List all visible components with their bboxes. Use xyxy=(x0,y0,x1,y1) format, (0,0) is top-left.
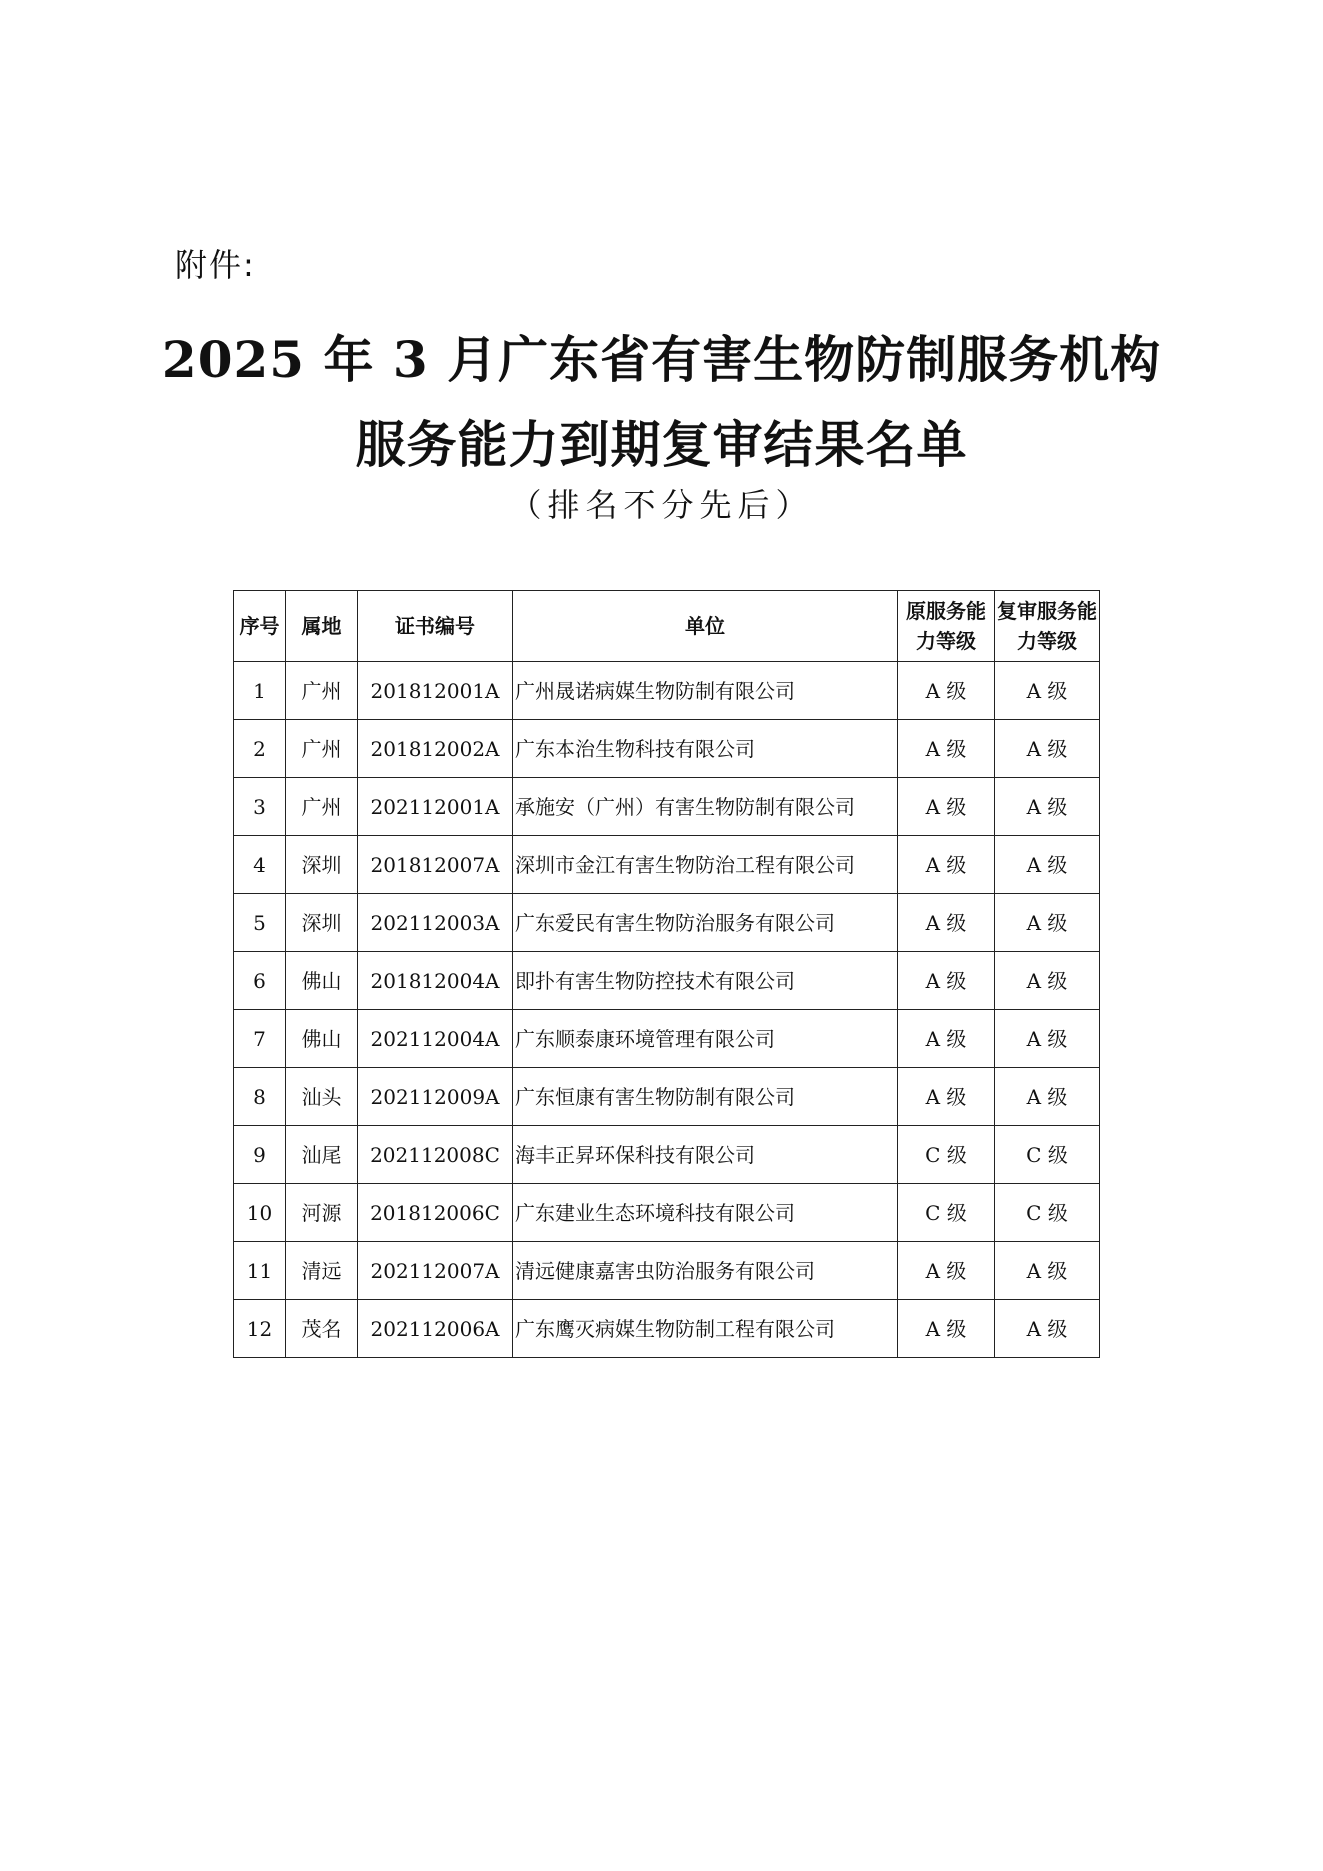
cell-seq: 11 xyxy=(234,1242,286,1300)
header-location: 属地 xyxy=(286,591,358,662)
table-row xyxy=(234,1126,1100,1184)
cell-certificate: 202112001A xyxy=(358,778,513,836)
page-title-line1: 2025 年 3 月广东省有害生物防制服务机构 xyxy=(161,330,1162,389)
cell-review-grade: A 级 xyxy=(995,952,1100,1010)
cell-unit: 广东鹰灭病媒生物防制工程有限公司 xyxy=(513,1300,898,1358)
results-table xyxy=(233,590,1100,1358)
cell-original-grade: A 级 xyxy=(898,1300,995,1358)
table-row xyxy=(234,952,1100,1010)
cell-original-grade: A 级 xyxy=(898,952,995,1010)
table-row xyxy=(234,662,1100,720)
cell-original-grade: A 级 xyxy=(898,662,995,720)
cell-location: 佛山 xyxy=(286,952,358,1010)
cell-unit: 广东本治生物科技有限公司 xyxy=(513,720,898,778)
cell-review-grade: A 级 xyxy=(995,836,1100,894)
cell-unit: 广州晟诺病媒生物防制有限公司 xyxy=(513,662,898,720)
table-row xyxy=(234,1010,1100,1068)
table-row xyxy=(234,836,1100,894)
cell-certificate: 201812001A xyxy=(358,662,513,720)
cell-location: 佛山 xyxy=(286,1010,358,1068)
header-original-grade xyxy=(898,591,995,662)
cell-seq: 9 xyxy=(234,1126,286,1184)
header-original-grade-label: 原服务能力等级 xyxy=(906,599,986,653)
header-review-grade xyxy=(995,591,1100,662)
cell-certificate: 201812007A xyxy=(358,836,513,894)
cell-location: 广州 xyxy=(286,778,358,836)
cell-seq: 12 xyxy=(234,1300,286,1358)
cell-location: 汕头 xyxy=(286,1068,358,1126)
cell-original-grade: A 级 xyxy=(898,894,995,952)
table-header-row xyxy=(234,591,1100,662)
cell-seq: 3 xyxy=(234,778,286,836)
cell-location: 清远 xyxy=(286,1242,358,1300)
cell-original-grade: A 级 xyxy=(898,778,995,836)
cell-certificate: 201812002A xyxy=(358,720,513,778)
cell-review-grade: A 级 xyxy=(995,1068,1100,1126)
cell-original-grade: C 级 xyxy=(898,1126,995,1184)
header-seq: 序号 xyxy=(234,591,286,662)
cell-certificate: 202112006A xyxy=(358,1300,513,1358)
cell-unit: 广东恒康有害生物防制有限公司 xyxy=(513,1068,898,1126)
cell-seq: 1 xyxy=(234,662,286,720)
header-unit: 单位 xyxy=(513,591,898,662)
cell-seq: 10 xyxy=(234,1184,286,1242)
table-row xyxy=(234,1184,1100,1242)
cell-certificate: 202112003A xyxy=(358,894,513,952)
header-certificate: 证书编号 xyxy=(358,591,513,662)
cell-seq: 4 xyxy=(234,836,286,894)
cell-seq: 6 xyxy=(234,952,286,1010)
cell-location: 深圳 xyxy=(286,894,358,952)
page-subtitle: （排名不分先后） xyxy=(509,486,814,524)
cell-certificate: 202112008C xyxy=(358,1126,513,1184)
cell-seq: 7 xyxy=(234,1010,286,1068)
cell-unit: 海丰正昇环保科技有限公司 xyxy=(513,1126,898,1184)
cell-location: 汕尾 xyxy=(286,1126,358,1184)
cell-location: 河源 xyxy=(286,1184,358,1242)
cell-original-grade: C 级 xyxy=(898,1184,995,1242)
table-row xyxy=(234,720,1100,778)
cell-unit: 广东建业生态环境科技有限公司 xyxy=(513,1184,898,1242)
cell-original-grade: A 级 xyxy=(898,720,995,778)
cell-review-grade: A 级 xyxy=(995,1010,1100,1068)
table-row xyxy=(234,1068,1100,1126)
cell-certificate: 202112009A xyxy=(358,1068,513,1126)
cell-location: 广州 xyxy=(286,720,358,778)
cell-review-grade: A 级 xyxy=(995,720,1100,778)
cell-seq: 8 xyxy=(234,1068,286,1126)
cell-review-grade: A 级 xyxy=(995,1300,1100,1358)
cell-review-grade: A 级 xyxy=(995,778,1100,836)
cell-original-grade: A 级 xyxy=(898,1242,995,1300)
cell-certificate: 201812006C xyxy=(358,1184,513,1242)
attachment-label: 附件: xyxy=(175,246,256,284)
cell-original-grade: A 级 xyxy=(898,836,995,894)
cell-certificate: 202112004A xyxy=(358,1010,513,1068)
table-row xyxy=(234,894,1100,952)
cell-location: 茂名 xyxy=(286,1300,358,1358)
cell-review-grade: A 级 xyxy=(995,894,1100,952)
cell-location: 广州 xyxy=(286,662,358,720)
table-row xyxy=(234,1300,1100,1358)
table-row xyxy=(234,778,1100,836)
cell-unit: 深圳市金江有害生物防治工程有限公司 xyxy=(513,836,898,894)
cell-certificate: 201812004A xyxy=(358,952,513,1010)
cell-original-grade: A 级 xyxy=(898,1010,995,1068)
cell-location: 深圳 xyxy=(286,836,358,894)
cell-seq: 2 xyxy=(234,720,286,778)
cell-seq: 5 xyxy=(234,894,286,952)
cell-review-grade: C 级 xyxy=(995,1184,1100,1242)
cell-review-grade: C 级 xyxy=(995,1126,1100,1184)
cell-certificate: 202112007A xyxy=(358,1242,513,1300)
table-row xyxy=(234,1242,1100,1300)
cell-unit: 清远健康嘉害虫防治服务有限公司 xyxy=(513,1242,898,1300)
cell-review-grade: A 级 xyxy=(995,662,1100,720)
cell-unit: 广东爱民有害生物防治服务有限公司 xyxy=(513,894,898,952)
cell-unit: 承施安（广州）有害生物防制有限公司 xyxy=(513,778,898,836)
cell-unit: 广东顺泰康环境管理有限公司 xyxy=(513,1010,898,1068)
cell-review-grade: A 级 xyxy=(995,1242,1100,1300)
header-review-grade-label: 复审服务能力等级 xyxy=(997,599,1097,653)
cell-unit: 即扑有害生物防控技术有限公司 xyxy=(513,952,898,1010)
cell-original-grade: A 级 xyxy=(898,1068,995,1126)
page-title-line2: 服务能力到期复审结果名单 xyxy=(355,415,968,474)
